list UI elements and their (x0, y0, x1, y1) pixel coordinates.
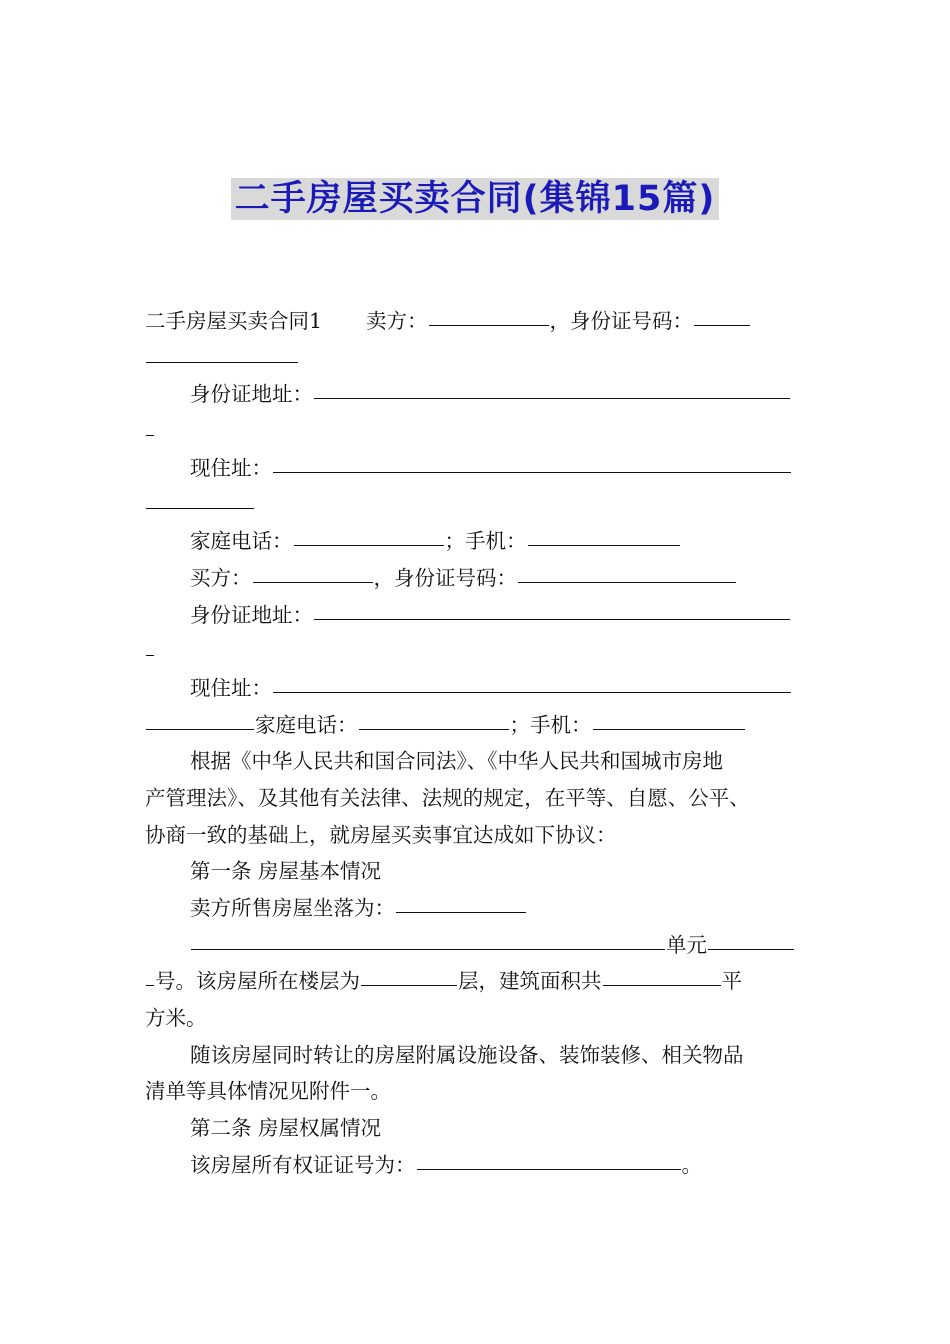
buyer-mobile-label: ；手机： (509, 712, 592, 737)
location-line (145, 890, 809, 927)
buyer-line (145, 560, 809, 597)
seller-id-address-line (145, 376, 809, 413)
seller-phone-line (145, 523, 809, 560)
seller-current-address-blank-cont[interactable] (146, 507, 254, 509)
certificate-label: 该房屋所有权证证号为： (190, 1152, 416, 1177)
buyer-id-address-line (145, 597, 809, 634)
certificate-blank[interactable] (417, 1168, 681, 1170)
article-2-heading: 第二条 房屋权属情况 (190, 1116, 382, 1141)
seller-id-address-cont (145, 413, 809, 450)
seller-line (145, 303, 809, 340)
para-legal-basis-2: 产管理法》、及其他有关法律、法规的规定，在平等、自愿、公平、 (145, 785, 750, 810)
contract-heading: 二手房屋买卖合同1 (145, 309, 323, 333)
buyer-home-phone-label: 家庭电话： (255, 712, 358, 737)
area-unit-label: 平 (721, 969, 742, 994)
seller-id-blank-cont[interactable] (146, 361, 298, 363)
buyer-id-address-label: 身份证地址： (190, 602, 313, 627)
buyer-current-address-blank[interactable] (273, 691, 791, 693)
unit-blank[interactable] (708, 948, 794, 950)
seller-id-blank[interactable] (694, 324, 750, 326)
buyer-phone-line (145, 707, 809, 744)
area-blank[interactable] (603, 984, 721, 986)
unit-line (145, 927, 809, 964)
seller-id-address-blank-cont[interactable] (146, 434, 154, 436)
para-attachments-1: 随该房屋同时转让的房屋附属设施设备、装饰装修、相关物品 (190, 1042, 744, 1067)
unit-label: 单元 (666, 932, 707, 957)
seller-home-phone-blank[interactable] (294, 544, 444, 546)
seller-id-address-label: 身份证地址： (190, 382, 313, 407)
para-legal-basis-3: 协商一致的基础上，就房屋买卖事宜达成如下协议： (145, 822, 617, 847)
para-legal-basis-1: 根据《中华人民共和国合同法》、《中华人民共和国城市房地 (190, 749, 723, 774)
area-unit-cont: 方米。 (145, 1006, 207, 1031)
seller-id-cont-line (145, 340, 809, 377)
buyer-id-label: ，身份证号码： (373, 565, 517, 590)
document-body (145, 303, 809, 1184)
seller-mobile-label: ；手机： (444, 529, 527, 554)
certificate-period: 。 (681, 1152, 702, 1177)
buyer-name-blank[interactable] (253, 581, 373, 583)
article-1-heading: 第一条 房屋基本情况 (190, 859, 382, 884)
document-title (0, 178, 950, 220)
seller-name-blank[interactable] (429, 324, 549, 326)
location-blank[interactable] (396, 911, 526, 913)
buyer-mobile-blank[interactable] (593, 728, 745, 730)
location-blank-cont[interactable] (191, 948, 665, 950)
seller-mobile-blank[interactable] (528, 544, 680, 546)
unit-blank-cont[interactable] (146, 984, 154, 986)
floor-area-label: 层，建筑面积共 (458, 969, 602, 994)
buyer-label: 买方： (190, 565, 252, 590)
buyer-id-blank[interactable] (518, 581, 736, 583)
seller-id-label: ，身份证号码： (549, 309, 694, 333)
seller-current-address-cont (145, 486, 809, 523)
buyer-current-address-blank-cont[interactable] (146, 728, 254, 730)
buyer-id-address-blank-cont[interactable] (146, 654, 154, 656)
floor-blank[interactable] (361, 984, 457, 986)
number-floor-label: 号。该房屋所在楼层为 (155, 969, 360, 994)
buyer-id-address-cont (145, 633, 809, 670)
buyer-id-address-blank[interactable] (314, 618, 790, 620)
para-attachments-2: 清单等具体情况见附件一。 (145, 1079, 391, 1104)
seller-label: 卖方： (366, 309, 428, 333)
buyer-current-address-label: 现住址： (190, 675, 272, 700)
buyer-current-address-line (145, 670, 809, 707)
seller-current-address-blank[interactable] (273, 471, 791, 473)
floor-area-line (145, 963, 809, 1000)
seller-home-phone-label: 家庭电话： (190, 529, 293, 554)
certificate-line (145, 1147, 809, 1184)
buyer-home-phone-blank[interactable] (359, 728, 509, 730)
seller-id-address-blank[interactable] (314, 397, 790, 399)
seller-current-address-label: 现住址： (190, 455, 272, 480)
location-label: 卖方所售房屋坐落为： (190, 896, 395, 920)
document-title-text: 二手房屋买卖合同(集锦15篇) (231, 178, 720, 220)
seller-current-address-line (145, 450, 809, 487)
